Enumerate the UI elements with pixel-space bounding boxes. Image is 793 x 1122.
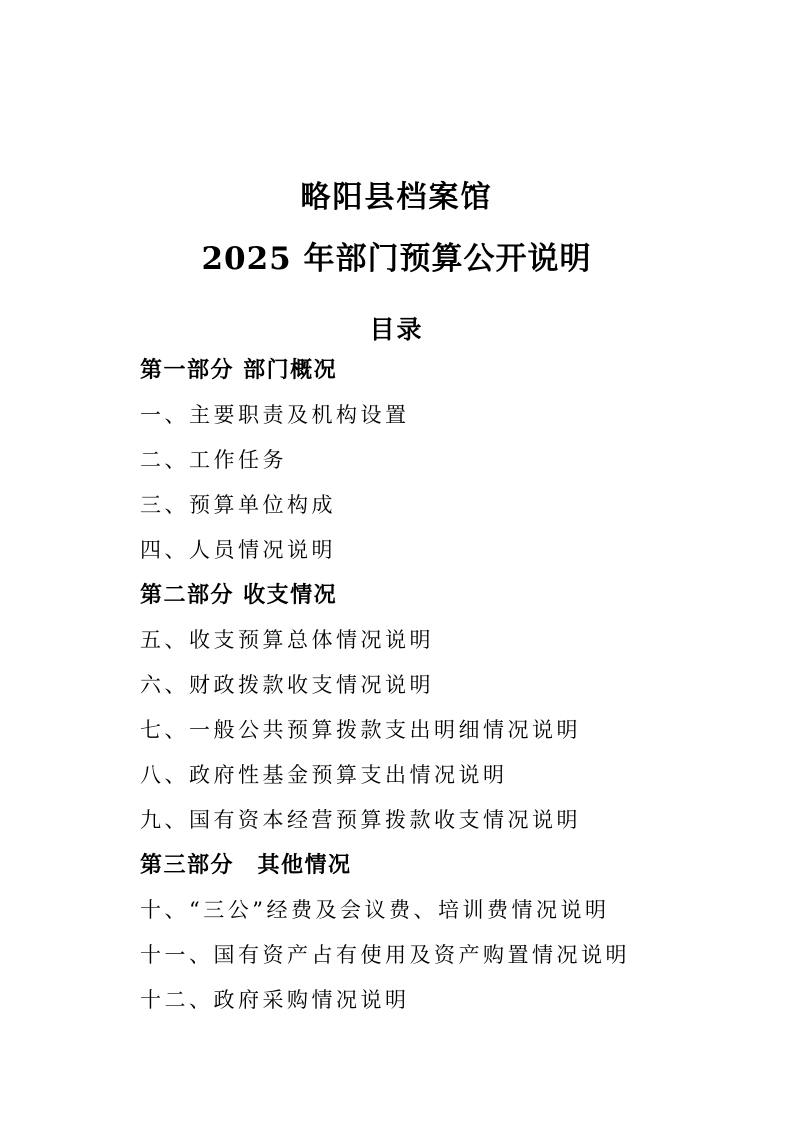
toc-item-9: 九、国有资本经营预算拨款收支情况说明 xyxy=(140,808,581,832)
toc-item-11: 十一、国有资产占有使用及资产购置情况说明 xyxy=(140,943,630,967)
toc-item-6: 六、财政拨款收支情况说明 xyxy=(140,673,434,697)
toc-item-8: 八、政府性基金预算支出情况说明 xyxy=(140,763,508,787)
toc-item-12: 十二、政府采购情况说明 xyxy=(140,988,410,1012)
toc-item-3: 三、预算单位构成 xyxy=(140,493,336,517)
toc-item-5: 五、收支预算总体情况说明 xyxy=(140,628,434,652)
toc-item-7: 七、一般公共预算拨款支出明细情况说明 xyxy=(140,718,581,742)
toc-title: 目录 xyxy=(369,315,424,344)
toc-item-1: 一、主要职责及机构设置 xyxy=(140,403,410,427)
toc-section-heading-part3: 第三部分 其他情况 xyxy=(140,853,352,878)
toc-section-heading-part1: 第一部分 部门概况 xyxy=(140,358,338,383)
document-title-line1: 略阳县档案馆 xyxy=(300,180,493,215)
toc-item-4: 四、人员情况说明 xyxy=(140,538,336,562)
toc-item-10: 十、“三公”经费及会议费、培训费情况说明 xyxy=(140,898,610,922)
toc-item-2: 二、工作任务 xyxy=(140,448,287,472)
table-of-contents xyxy=(140,348,680,1023)
document-title-line2: 2025 年部门预算公开说明 xyxy=(201,241,592,277)
toc-section-heading-part2: 第二部分 收支情况 xyxy=(140,583,338,608)
